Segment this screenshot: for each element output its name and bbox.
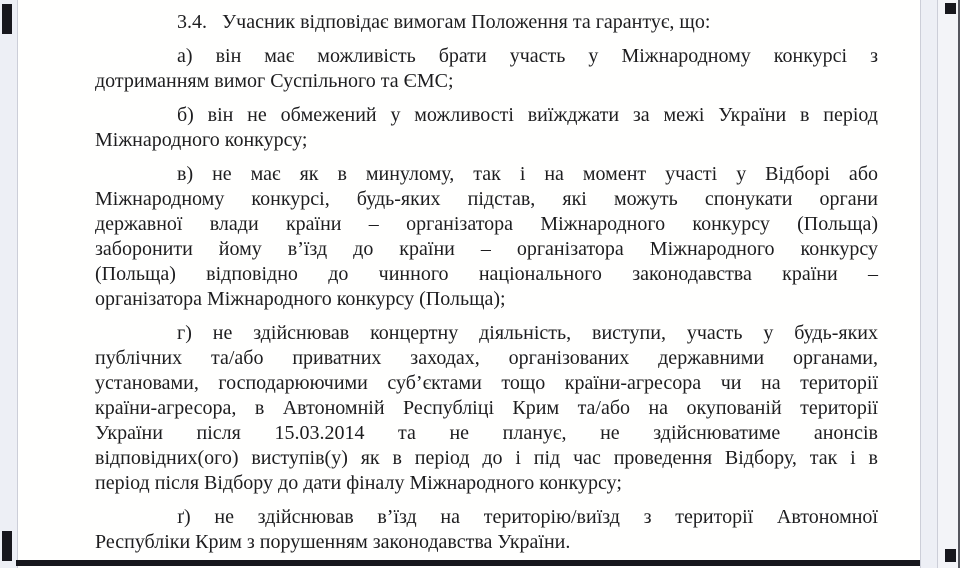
paragraph-line: 3.4. Учасник відповідає вимогам Положення та гарантує, що: (177, 11, 711, 33)
paragraph-line: в) не має як в минулому, так і на момент участі у Відборі або (177, 163, 878, 185)
paragraph-line: державної влади країни – організатора Міжнародного конкурсу (Польща) (95, 213, 878, 235)
paragraph-line: (Польща) відповідно до чинного національного законодавства країни – (95, 263, 878, 285)
paragraph-line: Міжнародного конкурсу; (95, 129, 308, 151)
paragraph-line: установами, господарюючими суб’єктами тощо країни-агресора чи на території (95, 372, 878, 394)
paragraph-line: дотриманням вимог Суспільного та ЄМС; (95, 70, 454, 92)
paragraph-line: відповідних(ого) виступів(у) як в період до і під час проведення Відбору, так і в (95, 447, 878, 469)
paragraph-line: Міжнародному конкурсі, будь-яких підстав, які можуть спонукати органи (95, 188, 878, 210)
paragraph-line: період після Відбору до дати фіналу Міжнародного конкурсу; (95, 472, 622, 494)
paragraph (95, 44, 878, 94)
paragraph-line: України після 15.03.2014 та не планує, не здійснюватиме анонсів (95, 422, 878, 444)
document-body (95, 10, 878, 564)
paragraph (95, 321, 878, 496)
paragraph (95, 162, 878, 312)
paragraph (95, 10, 878, 35)
paragraph-line: заборонити йому в’їзд до країни – організатора Міжнародного конкурсу (95, 238, 878, 260)
paragraph (95, 103, 878, 153)
paragraph-line: ґ) не здійснював в’їзд на територію/виїзд з території Автономної (177, 506, 878, 528)
paragraph-line: а) він має можливість брати участь у Міжнародному конкурсі з (177, 45, 878, 67)
paragraph-line: б) він не обмежений у можливості виїжджати за межі України в період (177, 104, 878, 126)
scrollbar-track[interactable] (937, 0, 958, 568)
paragraph-line: країни-агресора, в Автономній Республіці Крим та/або на окупованій території (95, 397, 878, 419)
right-gutter (920, 0, 960, 568)
paragraph-line: Республіки Крим з порушенням законодавства України. (95, 531, 571, 553)
paragraph-line: публічних та/або приватних заходах, організованих державними органами, (95, 347, 878, 369)
photo-edge-mark-top-right (945, 3, 956, 14)
photo-edge-mark-bottom-left (2, 531, 12, 561)
photo-page-bottom-edge (16, 560, 945, 566)
paragraph (95, 505, 878, 555)
paragraph-line: г) не здійснював концертну діяльність, виступи, участь у будь-яких (177, 322, 878, 344)
paragraph-line: організатора Міжнародного конкурсу (Польща); (95, 288, 506, 310)
left-gutter (0, 0, 18, 568)
photo-edge-mark-bottom-right (945, 549, 956, 562)
photo-edge-mark-top-left (2, 4, 12, 34)
